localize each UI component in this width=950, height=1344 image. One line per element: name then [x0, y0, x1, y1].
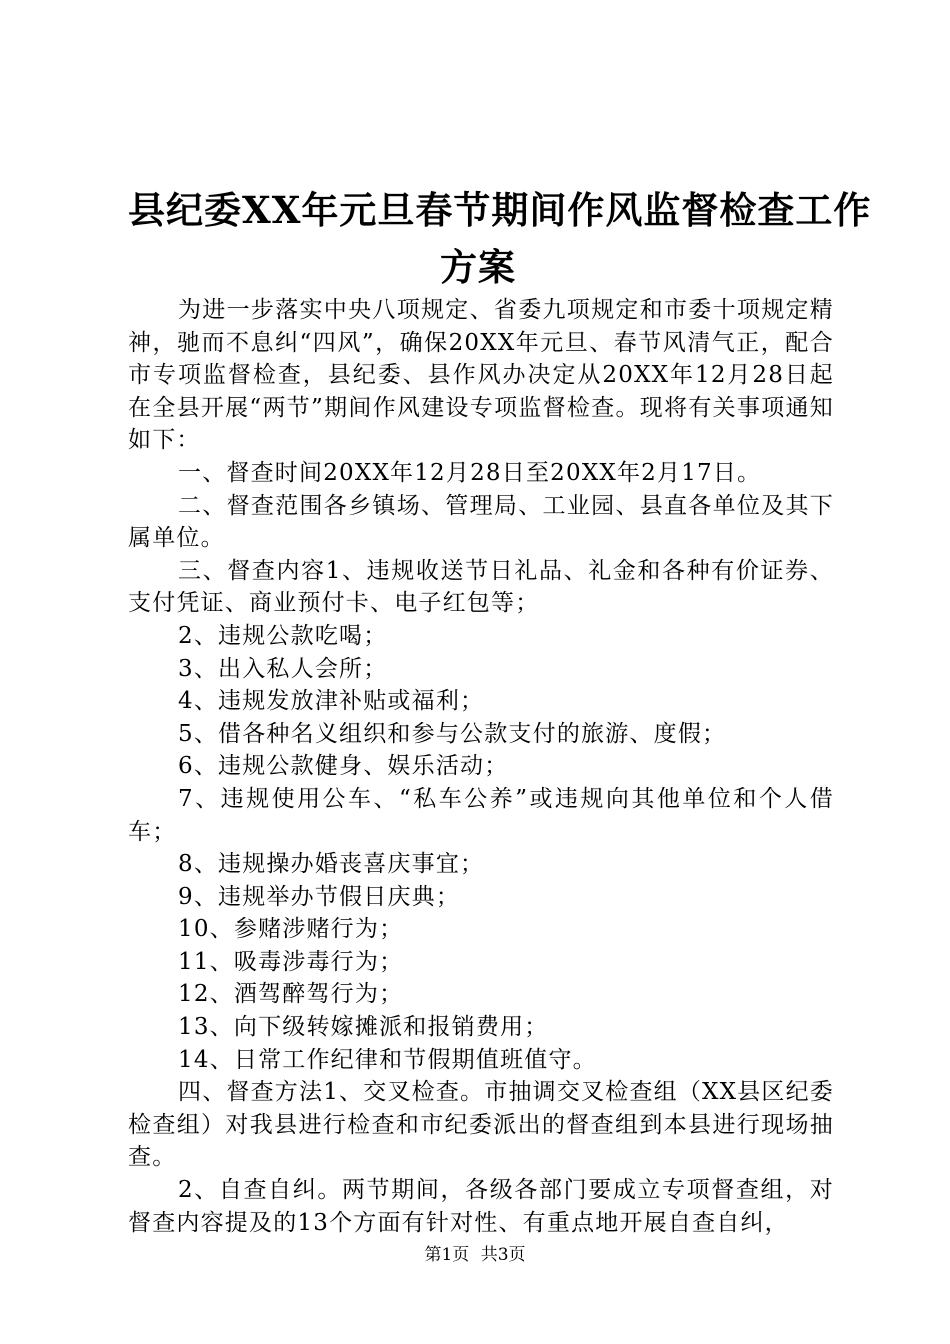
paragraph-section-4: 四、督查方法1、交叉检查。市抽调交叉检查组（XX县区纪委检查组）对我县进行检查和市纪委派出的督查组到本县进行现场抽查。 — [128, 1079, 834, 1171]
list-item: 6、违规公款健身、娱乐活动； — [178, 753, 509, 780]
paragraph-section-3: 三、督查内容1、违规收送节日礼品、礼金和各种有价证券、支付凭证、商业预付卡、电子红包等； — [128, 557, 834, 617]
list-item: 13、向下级转嫁摊派和报销费用； — [178, 1014, 549, 1041]
page-number-current: 第1页 — [424, 1245, 470, 1265]
document-title-line-1: 县纪委XX年元旦春节期间作风监督检查工作 — [128, 188, 872, 232]
paragraph-intro: 为进一步落实中央八项规定、省委九项规定和市委十项规定精神，驰而不息纠“四风”，确保20XX年元旦、春节风清气正，配合市专项监督检查，县纪委、县作风办决定从20XX年12月28日起在全县开展“两节”期间作风建设专项监督检查。现将有关事项通知如下： — [128, 297, 834, 454]
list-item: 2、违规公款吃喝； — [178, 622, 388, 649]
page-footer — [0, 1244, 950, 1266]
list-item: 8、违规操办婚丧喜庆事宜； — [178, 851, 485, 878]
list-item: 12、酒驾醉驾行为； — [178, 981, 404, 1008]
list-item: 10、参赌涉赌行为； — [178, 916, 404, 943]
list-item: 7、违规使用公车、“私车公养”或违规向其他单位和个人借车； — [128, 785, 834, 845]
paragraph-self-check: 2、自查自纠。两节期间，各级各部门要成立专项督查组，对督查内容提及的13个方面有针对性、有重点地开展自查自纠， — [128, 1177, 834, 1236]
list-item: 3、出入私人会所； — [178, 655, 388, 682]
page-number-total: 共3页 — [480, 1245, 526, 1265]
list-item: 14、日常工作纪律和节假期值班值守。 — [178, 1046, 597, 1073]
list-item: 4、违规发放津补贴或福利； — [178, 688, 485, 715]
document-body — [128, 294, 834, 1239]
list-item: 5、借各种名义组织和参与公款支付的旅游、度假； — [178, 720, 727, 747]
list-item: 9、违规举办节假日庆典； — [178, 883, 461, 910]
paragraph-section-2: 二、督查范围各乡镇场、管理局、工业园、县直各单位及其下属单位。 — [128, 492, 834, 552]
list-item: 11、吸毒涉毒行为； — [178, 948, 404, 975]
paragraph-section-1: 一、督查时间20XX年12月28日至20XX年2月17日。 — [178, 459, 762, 486]
document-title-line-2: 方案 — [440, 245, 516, 289]
